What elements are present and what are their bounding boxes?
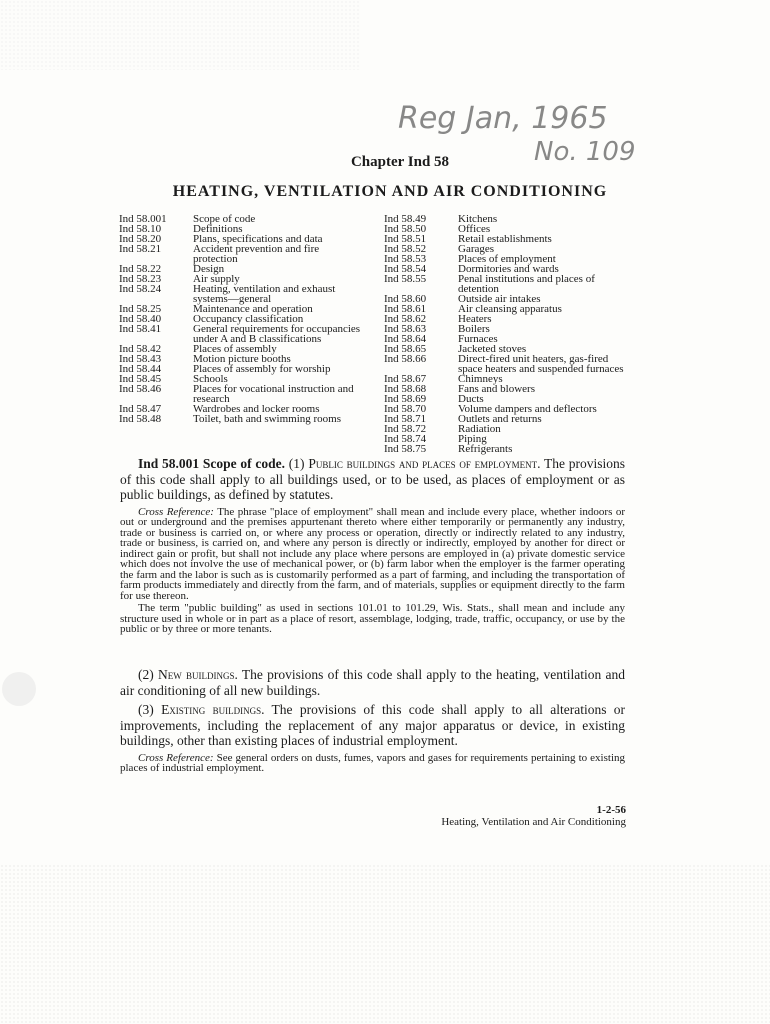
toc-entry-number: Ind 58.50: [384, 223, 427, 235]
toc-entry-title: Jacketed stoves: [458, 343, 527, 355]
toc-entry-number: Ind 58.51: [384, 233, 427, 245]
toc-entry-number: Ind 58.49: [384, 213, 427, 225]
toc-entry-number: Ind 58.69: [384, 393, 427, 405]
toc-entry-number: Ind 58.48: [119, 413, 162, 425]
chapter-heading: HEATING, VENTILATION AND AIR CONDITIONING: [172, 183, 608, 200]
toc-entry-number: Ind 58.45: [119, 373, 162, 385]
toc-entry-number: Ind 58.40: [119, 313, 162, 325]
toc-entry: [384, 274, 634, 294]
toc-entry-number: Ind 58.55: [384, 273, 427, 285]
toc-entry-title: Volume dampers and deflectors: [458, 403, 597, 415]
toc-entry-title: Retail establishments: [458, 233, 552, 245]
handwritten-line-1: Reg Jan, 1965: [398, 101, 608, 136]
cross-reference-text-1: The phrase "place of employment" shall mean and include every place, whether indoors or out or underground and the premises appurtenant thereto where either temporarily or permanently any industry, trade or business is carried on, or where any process or operation, directly or indirectly related to any industry, trade or business, is carried on, and where any person is directly or indirectly, employed by another for direct or indirect gain or profit, but shall not include any place where persons are employed in (a) private domestic service which does not involve the use of mechanical power, or (b) farm labor when the employer is the farmer operating the farm and the labor is such as is customarily performed as a part of farming, and including the transportation of farm products immediately and directly from the farm, and of materials, supplies or equipment directly to the farm for use thereon.: [120, 505, 625, 602]
toc-entry-title: Accident prevention and fire protection: [193, 243, 320, 265]
subsection-heading-3: Existing buildings.: [161, 702, 265, 717]
paragraph-2: [120, 667, 625, 698]
toc-entry-title: Radiation: [458, 423, 501, 435]
toc-entry-number: Ind 58.10: [119, 223, 162, 235]
chapter-title: Chapter Ind 58: [350, 154, 450, 170]
toc-entry-title: Air supply: [193, 273, 240, 285]
toc-entry-number: Ind 58.52: [384, 243, 427, 255]
toc-entry: [119, 324, 365, 344]
toc-entry-title: Motion picture booths: [193, 353, 291, 365]
toc-left-column: [119, 214, 365, 424]
toc-entry-number: Ind 58.41: [119, 323, 162, 335]
toc-entry-title: Toilet, bath and swimming rooms: [193, 413, 342, 425]
toc-entry-number: Ind 58.001: [119, 213, 167, 225]
toc-entry-title: Direct-fired unit heaters, gas-fired space heaters and suspended furnaces: [458, 353, 624, 375]
toc-entry-number: Ind 58.53: [384, 253, 427, 265]
toc-entry: [384, 354, 634, 374]
toc-entry-title: Places of assembly: [193, 343, 277, 355]
toc-entry-number: Ind 58.25: [119, 303, 162, 315]
toc-entry-title: Definitions: [193, 223, 243, 235]
toc-entry-number: Ind 58.46: [119, 383, 162, 395]
toc-entry-title: Boilers: [458, 323, 490, 335]
toc-entry-number: Ind 58.20: [119, 233, 162, 245]
toc-entry-number: Ind 58.21: [119, 243, 162, 255]
paragraph-3: [120, 702, 625, 749]
toc-entry-title: Places for vocational instruction and research: [193, 383, 354, 405]
toc-entry-number: Ind 58.24: [119, 283, 162, 295]
footer-date: 1-2-56: [596, 804, 626, 816]
toc-entry-number: Ind 58.70: [384, 403, 427, 415]
section-body-top: [120, 456, 625, 637]
toc-entry-number: Ind 58.67: [384, 373, 427, 385]
toc-entry-title: General requirements for occupancies under A and B classifications: [193, 323, 361, 345]
toc-entry-number: Ind 58.61: [384, 303, 427, 315]
toc-entry-title: Plans, specifications and data: [193, 233, 323, 245]
toc-entry-number: Ind 58.42: [119, 343, 162, 355]
toc-entry-title: Chimneys: [458, 373, 503, 385]
toc-entry-title: Heaters: [458, 313, 492, 325]
cross-reference-1: [120, 507, 625, 602]
toc-entry-title: Dormitories and wards: [458, 263, 559, 275]
section-lead: Ind 58.001 Scope of code.: [138, 456, 286, 471]
toc-entry-title: Kitchens: [458, 213, 498, 225]
toc-entry-number: Ind 58.23: [119, 273, 162, 285]
toc-entry: [119, 284, 365, 304]
subsection-number-3: (3): [138, 702, 154, 717]
toc-entry: [119, 384, 365, 404]
section-body-bottom: [120, 667, 625, 776]
paragraph-2-text: The provisions of this code shall apply to the heating, ventilation and air conditioning of all new buildings.: [120, 667, 625, 698]
toc-entry-title: Schools: [193, 373, 228, 385]
toc-entry-number: Ind 58.47: [119, 403, 162, 415]
toc-entry-title: Ducts: [458, 393, 484, 405]
scan-noise-bottom: [0, 864, 770, 1024]
toc-entry-title: Occupancy classification: [193, 313, 304, 325]
toc-entry-title: Heating, ventilation and exhaust systems—general: [193, 283, 336, 305]
toc-entry-title: Wardrobes and locker rooms: [193, 403, 320, 415]
cross-reference-label-1: Cross Reference:: [138, 505, 214, 518]
toc-entry: [119, 244, 365, 264]
footer-title: Heating, Ventilation and Air Conditioning: [441, 816, 626, 828]
toc-entry-number: Ind 58.71: [384, 413, 427, 425]
toc-entry-title: Garages: [458, 243, 495, 255]
handwritten-line-2: No. 109: [534, 137, 636, 166]
toc-entry-title: Maintenance and operation: [193, 303, 313, 315]
toc-entry-title: Penal institutions and places of detention: [458, 273, 595, 295]
cross-reference-label-3: Cross Reference:: [138, 751, 214, 764]
toc-entry-title: Air cleansing apparatus: [458, 303, 562, 315]
toc-right-column: [384, 214, 634, 454]
toc-entry-number: Ind 58.62: [384, 313, 427, 325]
toc-entry-title: Outlets and returns: [458, 413, 542, 425]
toc-entry-number: Ind 58.63: [384, 323, 427, 335]
toc-entry-number: Ind 58.65: [384, 343, 427, 355]
toc-entry-title: Piping: [458, 433, 487, 445]
toc-entry-title: Fans and blowers: [458, 383, 535, 395]
toc-entry-title: Places of assembly for worship: [193, 363, 331, 375]
punch-hole: [2, 672, 36, 706]
paragraph-1-text: The provisions of this code shall apply to all buildings used, or to be used, as places of employment or as public buildings, as defined by statutes.: [120, 456, 625, 502]
cross-reference-text-2: The term "public building" as used in sections 101.01 to 101.29, Wis. Stats., shall mean and include any structure used in whole or in part as a place of resort, assemblage, lodging, trade, traffic, occupancy, or use by the public or by three or more tenants.: [120, 602, 625, 635]
footer: [300, 804, 626, 828]
toc-entry-title: Scope of code: [193, 213, 256, 225]
toc-entry-number: Ind 58.68: [384, 383, 427, 395]
toc-entry-number: Ind 58.74: [384, 433, 427, 445]
toc-entry-title: Offices: [458, 223, 491, 235]
toc-entry-title: Refrigerants: [458, 443, 513, 455]
subsection-number-2: (2): [138, 667, 154, 682]
toc-entry-number: Ind 58.43: [119, 353, 162, 365]
cross-reference-3: [120, 753, 625, 774]
toc-entry-number: Ind 58.22: [119, 263, 162, 275]
toc-entry-title: Outside air intakes: [458, 293, 541, 305]
cross-reference-2: [120, 603, 625, 635]
toc-entry-number: Ind 58.64: [384, 333, 427, 345]
toc-entry-number: Ind 58.54: [384, 263, 427, 275]
toc-entry-number: Ind 58.66: [384, 353, 427, 365]
paragraph-3-text: The provisions of this code shall apply to all alterations or improvements, including the replacement of any major apparatus or device, in existing buildings, other than existing places of industrial employment.: [120, 702, 625, 748]
toc-entry-title: Furnaces: [458, 333, 498, 345]
cross-reference-text-3: See general orders on dusts, fumes, vapors and gases for requirements pertaining to existing places of industrial employment.: [120, 751, 626, 774]
scan-noise-top: [0, 0, 360, 70]
toc-entry: [119, 414, 365, 424]
paragraph-1: [120, 456, 625, 503]
toc-entry-title: Places of employment: [458, 253, 556, 265]
toc-entry-title: Design: [193, 263, 225, 275]
toc-entry-number: Ind 58.44: [119, 363, 162, 375]
subsection-heading-1: Public buildings and places of employment.: [308, 456, 541, 471]
toc-entry-number: Ind 58.60: [384, 293, 427, 305]
toc-entry: [384, 444, 634, 454]
toc-entry-number: Ind 58.72: [384, 423, 427, 435]
subsection-number-1: (1): [288, 456, 305, 471]
subsection-heading-2: New buildings.: [158, 667, 238, 682]
toc-entry-number: Ind 58.75: [384, 443, 427, 455]
